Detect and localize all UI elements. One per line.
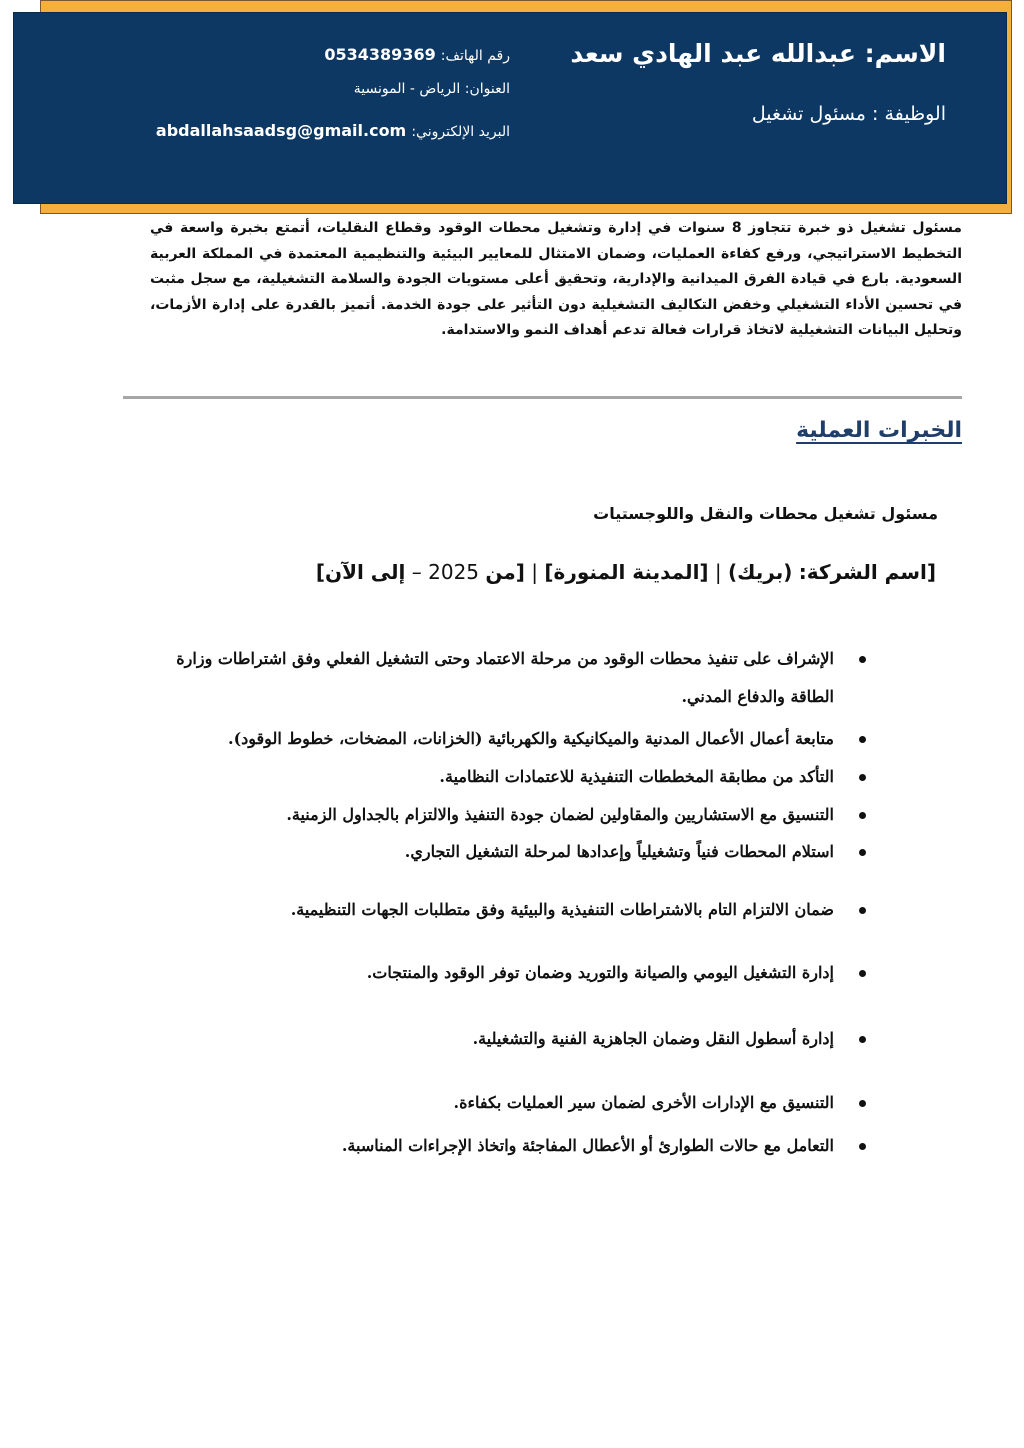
separator: | <box>714 560 722 584</box>
bullet-icon <box>859 774 866 781</box>
company-name: (بريك) <box>728 560 793 584</box>
email-address: abdallahsaadsg@gmail.com <box>155 121 407 140</box>
list-item <box>140 1127 870 1165</box>
period-from: [من <box>485 560 525 584</box>
bullet-icon <box>859 970 866 977</box>
bullet-icon <box>859 736 866 743</box>
company-city: [المدينة المنورة] <box>544 560 709 584</box>
professional-summary: مسئول تشغيل ذو خبرة تتجاوز 8 سنوات في إدارة وتشغيل محطات الوقود وقطاع النقليات، أتمتع بخبرة واسعة في التخطيط الاستراتيجي، ورفع كفاءة العمليات، وضمان الامتثال للمعايير البيئية والتنظيمية المعتمدة في المملكة العربية السعودية. بارع في قيادة الفرق الميدانية والإدارية، وتحقيق أعلى مستويات الجودة والسلامة التشغيلية، مع سجل مثبت في تحسين الأداء التشغيلي وخفض التكاليف التشغيلية دون التأثير على جودة الخدمة. أتميز بالقدرة على إدارة الأزمات، وتحليل البيانات التشغيلية لاتخاذ قرارات فعالة تدعم أهداف النمو والاستدامة. <box>150 220 962 338</box>
bullet-icon <box>859 907 866 914</box>
list-item <box>140 891 870 929</box>
duty-text: استلام المحطات فنياً وتشغيلياً وإعدادها لمرحلة التشغيل التجاري. <box>404 842 834 861</box>
address-line: العنوان: الرياض - المونسية <box>353 81 510 97</box>
candidate-name: الاسم: عبدالله عبد الهادي سعد <box>570 39 946 68</box>
email-line <box>156 121 510 140</box>
phone-line <box>324 45 510 64</box>
section-divider <box>123 396 962 399</box>
period-year: 2025 – <box>411 560 480 584</box>
duty-text: التأكد من مطابقة المخططات التنفيذية للاعتمادات النظامية. <box>439 767 834 786</box>
position-title: مسئول تشغيل محطات والنقل واللوجستيات <box>593 504 938 523</box>
bullet-icon <box>859 849 866 856</box>
list-item <box>140 796 870 834</box>
header-band <box>13 12 1007 204</box>
duty-text: ضمان الالتزام التام بالاشتراطات التنفيذية والبيئية وفق متطلبات الجهات التنظيمية. <box>290 900 834 919</box>
job-title: الوظيفة : مسئول تشغيل <box>751 103 946 125</box>
company-label: [اسم الشركة: <box>798 560 936 584</box>
list-item <box>140 1020 870 1058</box>
bullet-icon <box>859 1143 866 1150</box>
duty-text: التنسيق مع الاستشاريين والمقاولين لضمان جودة التنفيذ والالتزام بالجداول الزمنية. <box>286 805 834 824</box>
duty-text: إدارة أسطول النقل وضمان الجاهزية الفنية والتشغيلية. <box>472 1029 834 1048</box>
email-label: البريد الإلكتروني: <box>411 124 510 140</box>
bullet-icon <box>859 1036 866 1043</box>
list-item <box>140 833 870 871</box>
bullet-icon <box>859 656 866 663</box>
list-item <box>140 954 870 992</box>
duty-text: الإشراف على تنفيذ محطات الوقود من مرحلة الاعتماد وحتى التشغيل الفعلي وفق اشتراطات وزارة الطاقة والدفاع المدني. <box>176 649 834 706</box>
duty-text: متابعة أعمال الأعمال المدنية والميكانيكية والكهربائية (الخزانات، المضخات، خطوط الوقود). <box>228 729 834 748</box>
bullet-icon <box>859 1100 866 1107</box>
bullet-icon <box>859 812 866 819</box>
duty-text: التعامل مع حالات الطوارئ أو الأعطال المفاجئة واتخاذ الإجراءات المناسبة. <box>341 1136 834 1155</box>
phone-number: 0534389369 <box>324 45 436 64</box>
duty-text: إدارة التشغيل اليومي والصيانة والتوريد وضمان توفر الوقود والمنتجات. <box>366 963 834 982</box>
list-item <box>140 1084 870 1122</box>
list-item <box>140 758 870 796</box>
experience-section-title: الخبرات العملية <box>796 418 962 443</box>
phone-label: رقم الهاتف: <box>440 48 510 64</box>
list-item <box>140 720 870 758</box>
period-to: إلى الآن] <box>315 560 406 584</box>
separator: | <box>531 560 539 584</box>
company-line <box>316 560 936 584</box>
list-item <box>140 640 870 716</box>
duty-text: التنسيق مع الإدارات الأخرى لضمان سير العمليات بكفاءة. <box>453 1093 834 1112</box>
